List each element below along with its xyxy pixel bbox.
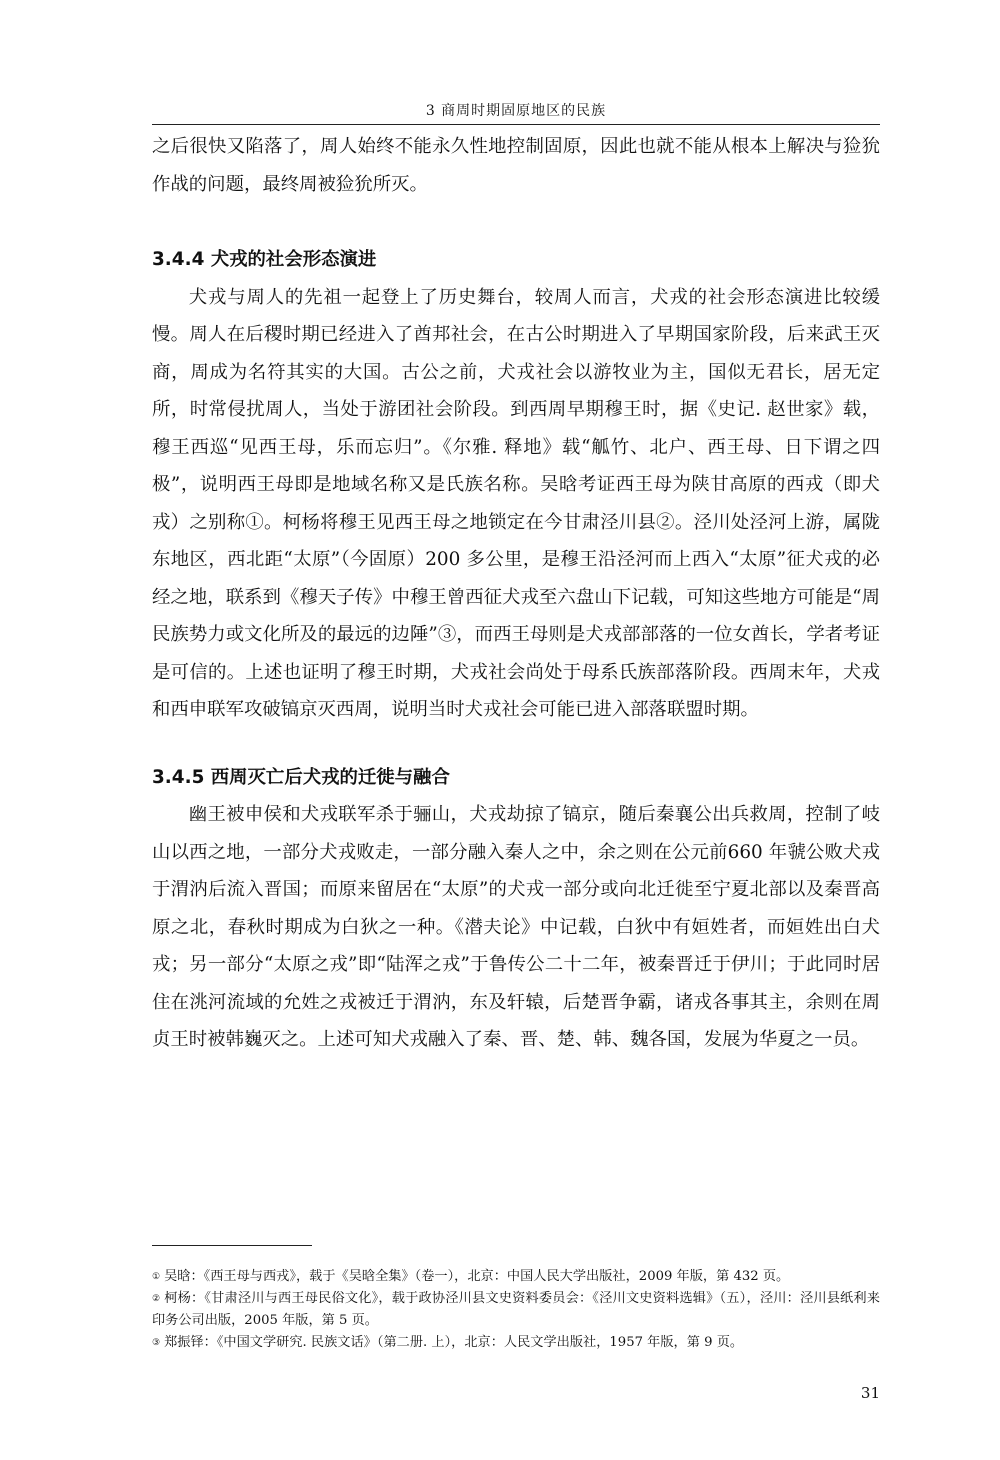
header-rule	[152, 124, 880, 125]
footnote-3	[152, 1332, 880, 1354]
footnote-2	[152, 1288, 880, 1332]
footnote-text: 吴晗：《西王母与西戎》，载于《吴晗全集》（卷一），北京：中国人民大学出版社，2009 年版，第 432 页。	[164, 1269, 790, 1284]
main-content	[152, 128, 880, 1059]
footnotes	[152, 1266, 880, 1354]
footnote-marker: ②	[152, 1294, 161, 1304]
footnote-marker: ③	[152, 1338, 161, 1348]
section-heading-3-4-4: 3.4.4 犬戎的社会形态演进	[152, 249, 377, 270]
footnote-rule	[152, 1245, 312, 1246]
paragraph-continuation: 之后很快又陷落了，周人始终不能永久性地控制固原，因此也就不能从根本上解决与猃狁作战的问题，最终周被猃狁所灭。	[152, 136, 880, 195]
footnote-marker: ①	[152, 1272, 161, 1282]
running-header: 3 商周时期固原地区的民族	[425, 103, 607, 119]
section-heading-3-4-5: 3.4.5 西周灭亡后犬戎的迁徙与融合	[152, 766, 450, 788]
page-number: 31	[860, 1384, 880, 1402]
paragraph-social-evolution: 犬戎与周人的先祖一起登上了历史舞台，较周人而言，犬戎的社会形态演进比较缓慢。周人在后稷时期已经进入了酋邦社会，在古公时期进入了早期国家阶段，后来武王灭商，周成为名符其实的大国。古公之前，犬戎社会以游牧业为主，国似无君长，居无定所，时常侵扰周人，当处于游团社会阶段。到西周早期穆王时，据《史记. 赵世家》载，穆王西巡“见西王母，乐而忘归”。《尔雅. 释地》载“觚竹、北户、西王母、日下谓之四极”，说明西王母即是地域名称又是氏族名称。吴晗考证西王母为陕甘高原的西戎（即犬戎）之别称①。柯杨将穆王见西王母之地锁定在今甘肃泾川县②。泾川处泾河上游，属陇东地区，西北距“太原”（今固原）200 多公里，是穆王沿泾河而上西入“太原”征犬戎的必经之地，联系到《穆天子传》中穆王曾西征犬戎至六盘山下记载，可知这些地方可能是“周民族势力或文化所及的最远的边陲”③，而西王母则是犬戎部部落的一位女酋长，学者考证是可信的。上述也证明了穆王时期，犬戎社会尚处于母系氏族部落阶段。西周末年，犬戎和西申联军攻破镐京灭西周，说明当时犬戎社会可能已进入部落联盟时期。	[152, 286, 880, 720]
paragraph-migration: 幽王被申侯和犬戎联军杀于骊山，犬戎劫掠了镐京，随后秦襄公出兵救周，控制了岐山以西之地，一部分犬戎败走，一部分融入秦人之中，余之则在公元前660 年虢公败犬戎于渭汭后流入晋国；而原来留居在“太原”的犬戎一部分或向北迁徙至宁夏北部以及秦晋高原之北，春秋时期成为白狄之一种。《潜夫论》中记载，白狄中有姮姓者，而姮姓出白犬戎；另一部分“太原之戎”即“陆浑之戎”于鲁传公二十二年，被秦晋迁于伊川；于此同时居住在洮河流域的允姓之戎被迁于渭汭，东及轩辕，后楚晋争霸，诸戎各事其主，余则在周贞王时被韩巍灭之。上述可知犬戎融入了秦、晋、楚、韩、魏各国，发展为华夏之一员。	[152, 804, 880, 1050]
footnote-text: 柯杨：《甘肃泾川与西王母民俗文化》，载于政协泾川县文史资料委员会：《泾川文史资料选辑》（五），泾川：泾川县纸利来印务公司出版，2005 年版，第 5 页。	[152, 1291, 880, 1328]
footnote-1	[152, 1266, 880, 1288]
footnote-text: 郑振铎：《中国文学研究. 民族文话》（第二册. 上），北京：人民文学出版社，1957 年版，第 9 页。	[164, 1335, 744, 1350]
